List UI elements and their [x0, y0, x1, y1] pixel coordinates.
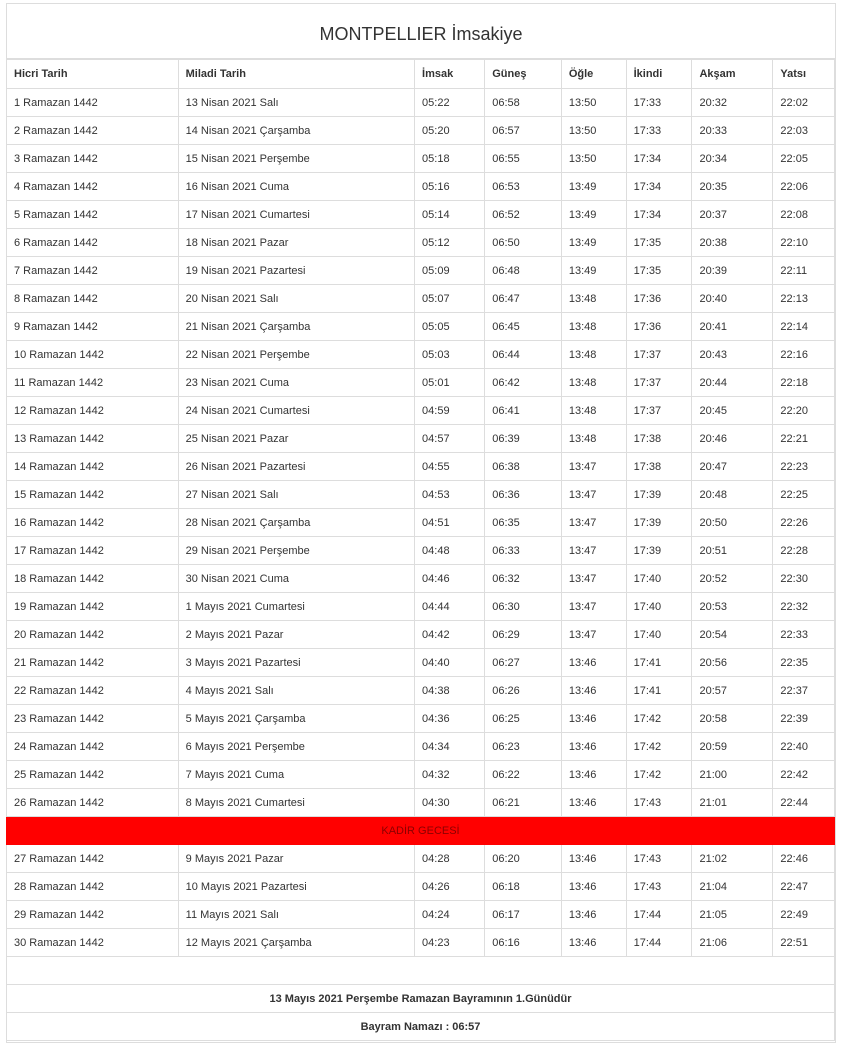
aksam-cell: 20:34: [692, 145, 773, 173]
gunes-cell: 06:35: [485, 509, 562, 537]
gunes-cell: 06:45: [485, 313, 562, 341]
miladi-date-cell: 12 Mayıs 2021 Çarşamba: [178, 929, 414, 957]
aksam-cell: 20:57: [692, 677, 773, 705]
ogle-cell: 13:48: [561, 369, 626, 397]
miladi-date-cell: 8 Mayıs 2021 Cumartesi: [178, 789, 414, 817]
bayram-namazi-row: [7, 1013, 835, 1041]
miladi-date-cell: 6 Mayıs 2021 Perşembe: [178, 733, 414, 761]
miladi-date-cell: 11 Mayıs 2021 Salı: [178, 901, 414, 929]
ikindi-cell: 17:42: [626, 733, 692, 761]
imsak-cell: 05:18: [415, 145, 485, 173]
table-row: [7, 481, 835, 509]
aksam-cell: 21:04: [692, 873, 773, 901]
aksam-cell: 20:59: [692, 733, 773, 761]
hicri-date-cell: 25 Ramazan 1442: [7, 761, 179, 789]
table-row: [7, 705, 835, 733]
gunes-cell: 06:27: [485, 649, 562, 677]
miladi-date-cell: 1 Mayıs 2021 Cumartesi: [178, 593, 414, 621]
imsak-cell: 04:34: [415, 733, 485, 761]
hicri-date-cell: 1 Ramazan 1442: [7, 89, 179, 117]
ikindi-cell: 17:37: [626, 369, 692, 397]
hicri-date-cell: 10 Ramazan 1442: [7, 341, 179, 369]
imsak-cell: 05:20: [415, 117, 485, 145]
imsak-cell: 04:36: [415, 705, 485, 733]
hicri-date-cell: 17 Ramazan 1442: [7, 537, 179, 565]
col-header-ikindi: İkindi: [626, 60, 692, 89]
ogle-cell: 13:46: [561, 789, 626, 817]
gunes-cell: 06:44: [485, 341, 562, 369]
yatsi-cell: 22:32: [773, 593, 835, 621]
gunes-cell: 06:30: [485, 593, 562, 621]
hicri-date-cell: 22 Ramazan 1442: [7, 677, 179, 705]
bayram-note: 13 Mayıs 2021 Perşembe Ramazan Bayramının 1.Günüdür: [7, 985, 835, 1013]
gunes-cell: 06:52: [485, 201, 562, 229]
aksam-cell: 20:33: [692, 117, 773, 145]
col-header-miladi: Miladi Tarih: [178, 60, 414, 89]
ikindi-cell: 17:43: [626, 873, 692, 901]
gunes-cell: 06:55: [485, 145, 562, 173]
gunes-cell: 06:25: [485, 705, 562, 733]
ikindi-cell: 17:36: [626, 285, 692, 313]
table-row: [7, 173, 835, 201]
hicri-date-cell: 20 Ramazan 1442: [7, 621, 179, 649]
ogle-cell: 13:50: [561, 89, 626, 117]
table-row: [7, 229, 835, 257]
ogle-cell: 13:47: [561, 481, 626, 509]
miladi-date-cell: 18 Nisan 2021 Pazar: [178, 229, 414, 257]
yatsi-cell: 22:20: [773, 397, 835, 425]
gunes-cell: 06:53: [485, 173, 562, 201]
ikindi-cell: 17:34: [626, 201, 692, 229]
ikindi-cell: 17:41: [626, 649, 692, 677]
imsak-cell: 04:59: [415, 397, 485, 425]
hicri-date-cell: 6 Ramazan 1442: [7, 229, 179, 257]
page-title: MONTPELLIER İmsakiye: [7, 4, 835, 59]
imsak-cell: 05:16: [415, 173, 485, 201]
ogle-cell: 13:47: [561, 453, 626, 481]
gunes-cell: 06:33: [485, 537, 562, 565]
ogle-cell: 13:47: [561, 621, 626, 649]
yatsi-cell: 22:06: [773, 173, 835, 201]
gunes-cell: 06:36: [485, 481, 562, 509]
hicri-date-cell: 8 Ramazan 1442: [7, 285, 179, 313]
aksam-cell: 20:53: [692, 593, 773, 621]
gunes-cell: 06:58: [485, 89, 562, 117]
table-row: [7, 593, 835, 621]
gunes-cell: 06:48: [485, 257, 562, 285]
ikindi-cell: 17:38: [626, 425, 692, 453]
ogle-cell: 13:48: [561, 425, 626, 453]
table-footer: [7, 957, 835, 1041]
miladi-date-cell: 10 Mayıs 2021 Pazartesi: [178, 873, 414, 901]
aksam-cell: 21:01: [692, 789, 773, 817]
miladi-date-cell: 13 Nisan 2021 Salı: [178, 89, 414, 117]
table-row: [7, 257, 835, 285]
ogle-cell: 13:46: [561, 677, 626, 705]
blank-cell: [7, 957, 835, 985]
hicri-date-cell: 12 Ramazan 1442: [7, 397, 179, 425]
ogle-cell: 13:49: [561, 201, 626, 229]
hicri-date-cell: 26 Ramazan 1442: [7, 789, 179, 817]
miladi-date-cell: 9 Mayıs 2021 Pazar: [178, 845, 414, 873]
ogle-cell: 13:49: [561, 229, 626, 257]
ikindi-cell: 17:40: [626, 621, 692, 649]
yatsi-cell: 22:18: [773, 369, 835, 397]
imsak-cell: 05:03: [415, 341, 485, 369]
aksam-cell: 20:40: [692, 285, 773, 313]
yatsi-cell: 22:28: [773, 537, 835, 565]
ikindi-cell: 17:37: [626, 341, 692, 369]
table-row: [7, 761, 835, 789]
ikindi-cell: 17:44: [626, 901, 692, 929]
yatsi-cell: 22:16: [773, 341, 835, 369]
ogle-cell: 13:46: [561, 845, 626, 873]
table-row: [7, 929, 835, 957]
table-row: [7, 873, 835, 901]
imsak-cell: 04:53: [415, 481, 485, 509]
imsak-cell: 04:55: [415, 453, 485, 481]
hicri-date-cell: 11 Ramazan 1442: [7, 369, 179, 397]
ogle-cell: 13:48: [561, 313, 626, 341]
ogle-cell: 13:47: [561, 509, 626, 537]
imsak-cell: 05:01: [415, 369, 485, 397]
aksam-cell: 20:39: [692, 257, 773, 285]
table-row: [7, 649, 835, 677]
table-row: [7, 733, 835, 761]
hicri-date-cell: 21 Ramazan 1442: [7, 649, 179, 677]
hicri-date-cell: 4 Ramazan 1442: [7, 173, 179, 201]
gunes-cell: 06:32: [485, 565, 562, 593]
table-row: [7, 145, 835, 173]
table-row: [7, 425, 835, 453]
aksam-cell: 20:54: [692, 621, 773, 649]
miladi-date-cell: 7 Mayıs 2021 Cuma: [178, 761, 414, 789]
gunes-cell: 06:38: [485, 453, 562, 481]
miladi-date-cell: 20 Nisan 2021 Salı: [178, 285, 414, 313]
ikindi-cell: 17:39: [626, 481, 692, 509]
yatsi-cell: 22:05: [773, 145, 835, 173]
yatsi-cell: 22:11: [773, 257, 835, 285]
ogle-cell: 13:46: [561, 705, 626, 733]
table-row: [7, 201, 835, 229]
ogle-cell: 13:47: [561, 593, 626, 621]
gunes-cell: 06:26: [485, 677, 562, 705]
imsak-cell: 05:12: [415, 229, 485, 257]
yatsi-cell: 22:14: [773, 313, 835, 341]
table-row: [7, 901, 835, 929]
table-header-row: [7, 60, 835, 89]
imsak-cell: 04:46: [415, 565, 485, 593]
yatsi-cell: 22:37: [773, 677, 835, 705]
ikindi-cell: 17:37: [626, 397, 692, 425]
yatsi-cell: 22:13: [773, 285, 835, 313]
ikindi-cell: 17:42: [626, 705, 692, 733]
gunes-cell: 06:47: [485, 285, 562, 313]
yatsi-cell: 22:25: [773, 481, 835, 509]
yatsi-cell: 22:46: [773, 845, 835, 873]
hicri-date-cell: 29 Ramazan 1442: [7, 901, 179, 929]
imsak-cell: 04:57: [415, 425, 485, 453]
miladi-date-cell: 21 Nisan 2021 Çarşamba: [178, 313, 414, 341]
ogle-cell: 13:49: [561, 173, 626, 201]
aksam-cell: 20:50: [692, 509, 773, 537]
ogle-cell: 13:47: [561, 537, 626, 565]
ogle-cell: 13:49: [561, 257, 626, 285]
aksam-cell: 20:43: [692, 341, 773, 369]
miladi-date-cell: 2 Mayıs 2021 Pazar: [178, 621, 414, 649]
imsak-cell: 05:09: [415, 257, 485, 285]
aksam-cell: 21:02: [692, 845, 773, 873]
ogle-cell: 13:46: [561, 901, 626, 929]
imsak-cell: 04:38: [415, 677, 485, 705]
aksam-cell: 20:35: [692, 173, 773, 201]
bayram-namazi: Bayram Namazı : 06:57: [7, 1013, 835, 1041]
ikindi-cell: 17:35: [626, 229, 692, 257]
ikindi-cell: 17:41: [626, 677, 692, 705]
table-row: [7, 565, 835, 593]
table-row: [7, 397, 835, 425]
ogle-cell: 13:50: [561, 145, 626, 173]
imsak-cell: 04:40: [415, 649, 485, 677]
col-header-gunes: Güneş: [485, 60, 562, 89]
miladi-date-cell: 24 Nisan 2021 Cumartesi: [178, 397, 414, 425]
ikindi-cell: 17:43: [626, 789, 692, 817]
table-body-before: [7, 89, 835, 817]
kadir-gecesi-row: [7, 817, 835, 845]
table-body-after: [7, 845, 835, 957]
gunes-cell: 06:50: [485, 229, 562, 257]
miladi-date-cell: 5 Mayıs 2021 Çarşamba: [178, 705, 414, 733]
yatsi-cell: 22:35: [773, 649, 835, 677]
gunes-cell: 06:57: [485, 117, 562, 145]
aksam-cell: 20:41: [692, 313, 773, 341]
ikindi-cell: 17:38: [626, 453, 692, 481]
aksam-cell: 20:37: [692, 201, 773, 229]
yatsi-cell: 22:51: [773, 929, 835, 957]
table-row: [7, 537, 835, 565]
ogle-cell: 13:46: [561, 733, 626, 761]
ikindi-cell: 17:34: [626, 145, 692, 173]
imsak-cell: 04:28: [415, 845, 485, 873]
gunes-cell: 06:39: [485, 425, 562, 453]
aksam-cell: 20:58: [692, 705, 773, 733]
imsak-cell: 04:24: [415, 901, 485, 929]
hicri-date-cell: 18 Ramazan 1442: [7, 565, 179, 593]
ikindi-cell: 17:43: [626, 845, 692, 873]
miladi-date-cell: 23 Nisan 2021 Cuma: [178, 369, 414, 397]
ikindi-cell: 17:39: [626, 509, 692, 537]
miladi-date-cell: 3 Mayıs 2021 Pazartesi: [178, 649, 414, 677]
kadir-gecesi-label: KADİR GECESİ: [7, 817, 835, 845]
ogle-cell: 13:48: [561, 397, 626, 425]
ikindi-cell: 17:36: [626, 313, 692, 341]
miladi-date-cell: 29 Nisan 2021 Perşembe: [178, 537, 414, 565]
hicri-date-cell: 16 Ramazan 1442: [7, 509, 179, 537]
miladi-date-cell: 25 Nisan 2021 Pazar: [178, 425, 414, 453]
yatsi-cell: 22:30: [773, 565, 835, 593]
aksam-cell: 20:46: [692, 425, 773, 453]
miladi-date-cell: 27 Nisan 2021 Salı: [178, 481, 414, 509]
miladi-date-cell: 19 Nisan 2021 Pazartesi: [178, 257, 414, 285]
miladi-date-cell: 16 Nisan 2021 Cuma: [178, 173, 414, 201]
aksam-cell: 20:38: [692, 229, 773, 257]
gunes-cell: 06:18: [485, 873, 562, 901]
imsak-cell: 04:32: [415, 761, 485, 789]
ogle-cell: 13:46: [561, 649, 626, 677]
hicri-date-cell: 27 Ramazan 1442: [7, 845, 179, 873]
col-header-aksam: Akşam: [692, 60, 773, 89]
blank-row: [7, 957, 835, 985]
gunes-cell: 06:41: [485, 397, 562, 425]
gunes-cell: 06:23: [485, 733, 562, 761]
ikindi-cell: 17:34: [626, 173, 692, 201]
ogle-cell: 13:46: [561, 873, 626, 901]
table-row: [7, 509, 835, 537]
hicri-date-cell: 15 Ramazan 1442: [7, 481, 179, 509]
imsak-cell: 04:51: [415, 509, 485, 537]
gunes-cell: 06:29: [485, 621, 562, 649]
table-row: [7, 341, 835, 369]
table-row: [7, 285, 835, 313]
imsak-cell: 05:22: [415, 89, 485, 117]
aksam-cell: 20:47: [692, 453, 773, 481]
ikindi-cell: 17:39: [626, 537, 692, 565]
miladi-date-cell: 28 Nisan 2021 Çarşamba: [178, 509, 414, 537]
table-row: [7, 677, 835, 705]
imsak-cell: 05:07: [415, 285, 485, 313]
col-header-hicri: Hicri Tarih: [7, 60, 179, 89]
aksam-cell: 21:06: [692, 929, 773, 957]
prayer-times-table: [6, 59, 835, 1041]
yatsi-cell: 22:42: [773, 761, 835, 789]
aksam-cell: 21:00: [692, 761, 773, 789]
hicri-date-cell: 30 Ramazan 1442: [7, 929, 179, 957]
col-header-yatsi: Yatsı: [773, 60, 835, 89]
gunes-cell: 06:17: [485, 901, 562, 929]
miladi-date-cell: 30 Nisan 2021 Cuma: [178, 565, 414, 593]
ogle-cell: 13:46: [561, 929, 626, 957]
miladi-date-cell: 4 Mayıs 2021 Salı: [178, 677, 414, 705]
ogle-cell: 13:50: [561, 117, 626, 145]
yatsi-cell: 22:26: [773, 509, 835, 537]
aksam-cell: 20:51: [692, 537, 773, 565]
ikindi-cell: 17:42: [626, 761, 692, 789]
miladi-date-cell: 17 Nisan 2021 Cumartesi: [178, 201, 414, 229]
ikindi-cell: 17:40: [626, 593, 692, 621]
yatsi-cell: 22:40: [773, 733, 835, 761]
yatsi-cell: 22:44: [773, 789, 835, 817]
yatsi-cell: 22:23: [773, 453, 835, 481]
hicri-date-cell: 19 Ramazan 1442: [7, 593, 179, 621]
hicri-date-cell: 2 Ramazan 1442: [7, 117, 179, 145]
miladi-date-cell: 14 Nisan 2021 Çarşamba: [178, 117, 414, 145]
yatsi-cell: 22:49: [773, 901, 835, 929]
imsak-cell: 04:44: [415, 593, 485, 621]
col-header-imsak: İmsak: [415, 60, 485, 89]
hicri-date-cell: 23 Ramazan 1442: [7, 705, 179, 733]
imsakiye-panel: [6, 3, 836, 1043]
ikindi-cell: 17:33: [626, 117, 692, 145]
ikindi-cell: 17:35: [626, 257, 692, 285]
imsak-cell: 04:23: [415, 929, 485, 957]
table-row: [7, 789, 835, 817]
table-row: [7, 453, 835, 481]
bayram-note-row: [7, 985, 835, 1013]
aksam-cell: 20:56: [692, 649, 773, 677]
hicri-date-cell: 14 Ramazan 1442: [7, 453, 179, 481]
imsak-cell: 05:05: [415, 313, 485, 341]
ogle-cell: 13:48: [561, 341, 626, 369]
kadir-row-group: [7, 817, 835, 845]
ogle-cell: 13:48: [561, 285, 626, 313]
col-header-ogle: Öğle: [561, 60, 626, 89]
yatsi-cell: 22:33: [773, 621, 835, 649]
ikindi-cell: 17:40: [626, 565, 692, 593]
table-row: [7, 621, 835, 649]
hicri-date-cell: 7 Ramazan 1442: [7, 257, 179, 285]
table-row: [7, 89, 835, 117]
table-row: [7, 313, 835, 341]
aksam-cell: 21:05: [692, 901, 773, 929]
hicri-date-cell: 28 Ramazan 1442: [7, 873, 179, 901]
aksam-cell: 20:48: [692, 481, 773, 509]
table-row: [7, 845, 835, 873]
yatsi-cell: 22:02: [773, 89, 835, 117]
yatsi-cell: 22:03: [773, 117, 835, 145]
hicri-date-cell: 3 Ramazan 1442: [7, 145, 179, 173]
hicri-date-cell: 9 Ramazan 1442: [7, 313, 179, 341]
yatsi-cell: 22:39: [773, 705, 835, 733]
miladi-date-cell: 15 Nisan 2021 Perşembe: [178, 145, 414, 173]
aksam-cell: 20:52: [692, 565, 773, 593]
miladi-date-cell: 26 Nisan 2021 Pazartesi: [178, 453, 414, 481]
hicri-date-cell: 24 Ramazan 1442: [7, 733, 179, 761]
yatsi-cell: 22:21: [773, 425, 835, 453]
gunes-cell: 06:21: [485, 789, 562, 817]
imsak-cell: 04:48: [415, 537, 485, 565]
gunes-cell: 06:20: [485, 845, 562, 873]
imsak-cell: 04:42: [415, 621, 485, 649]
hicri-date-cell: 13 Ramazan 1442: [7, 425, 179, 453]
aksam-cell: 20:45: [692, 397, 773, 425]
gunes-cell: 06:22: [485, 761, 562, 789]
yatsi-cell: 22:47: [773, 873, 835, 901]
gunes-cell: 06:16: [485, 929, 562, 957]
aksam-cell: 20:44: [692, 369, 773, 397]
miladi-date-cell: 22 Nisan 2021 Perşembe: [178, 341, 414, 369]
table-row: [7, 369, 835, 397]
imsak-cell: 04:30: [415, 789, 485, 817]
aksam-cell: 20:32: [692, 89, 773, 117]
hicri-date-cell: 5 Ramazan 1442: [7, 201, 179, 229]
ogle-cell: 13:46: [561, 761, 626, 789]
gunes-cell: 06:42: [485, 369, 562, 397]
ikindi-cell: 17:44: [626, 929, 692, 957]
ikindi-cell: 17:33: [626, 89, 692, 117]
ogle-cell: 13:47: [561, 565, 626, 593]
yatsi-cell: 22:08: [773, 201, 835, 229]
imsak-cell: 04:26: [415, 873, 485, 901]
imsak-cell: 05:14: [415, 201, 485, 229]
yatsi-cell: 22:10: [773, 229, 835, 257]
table-row: [7, 117, 835, 145]
